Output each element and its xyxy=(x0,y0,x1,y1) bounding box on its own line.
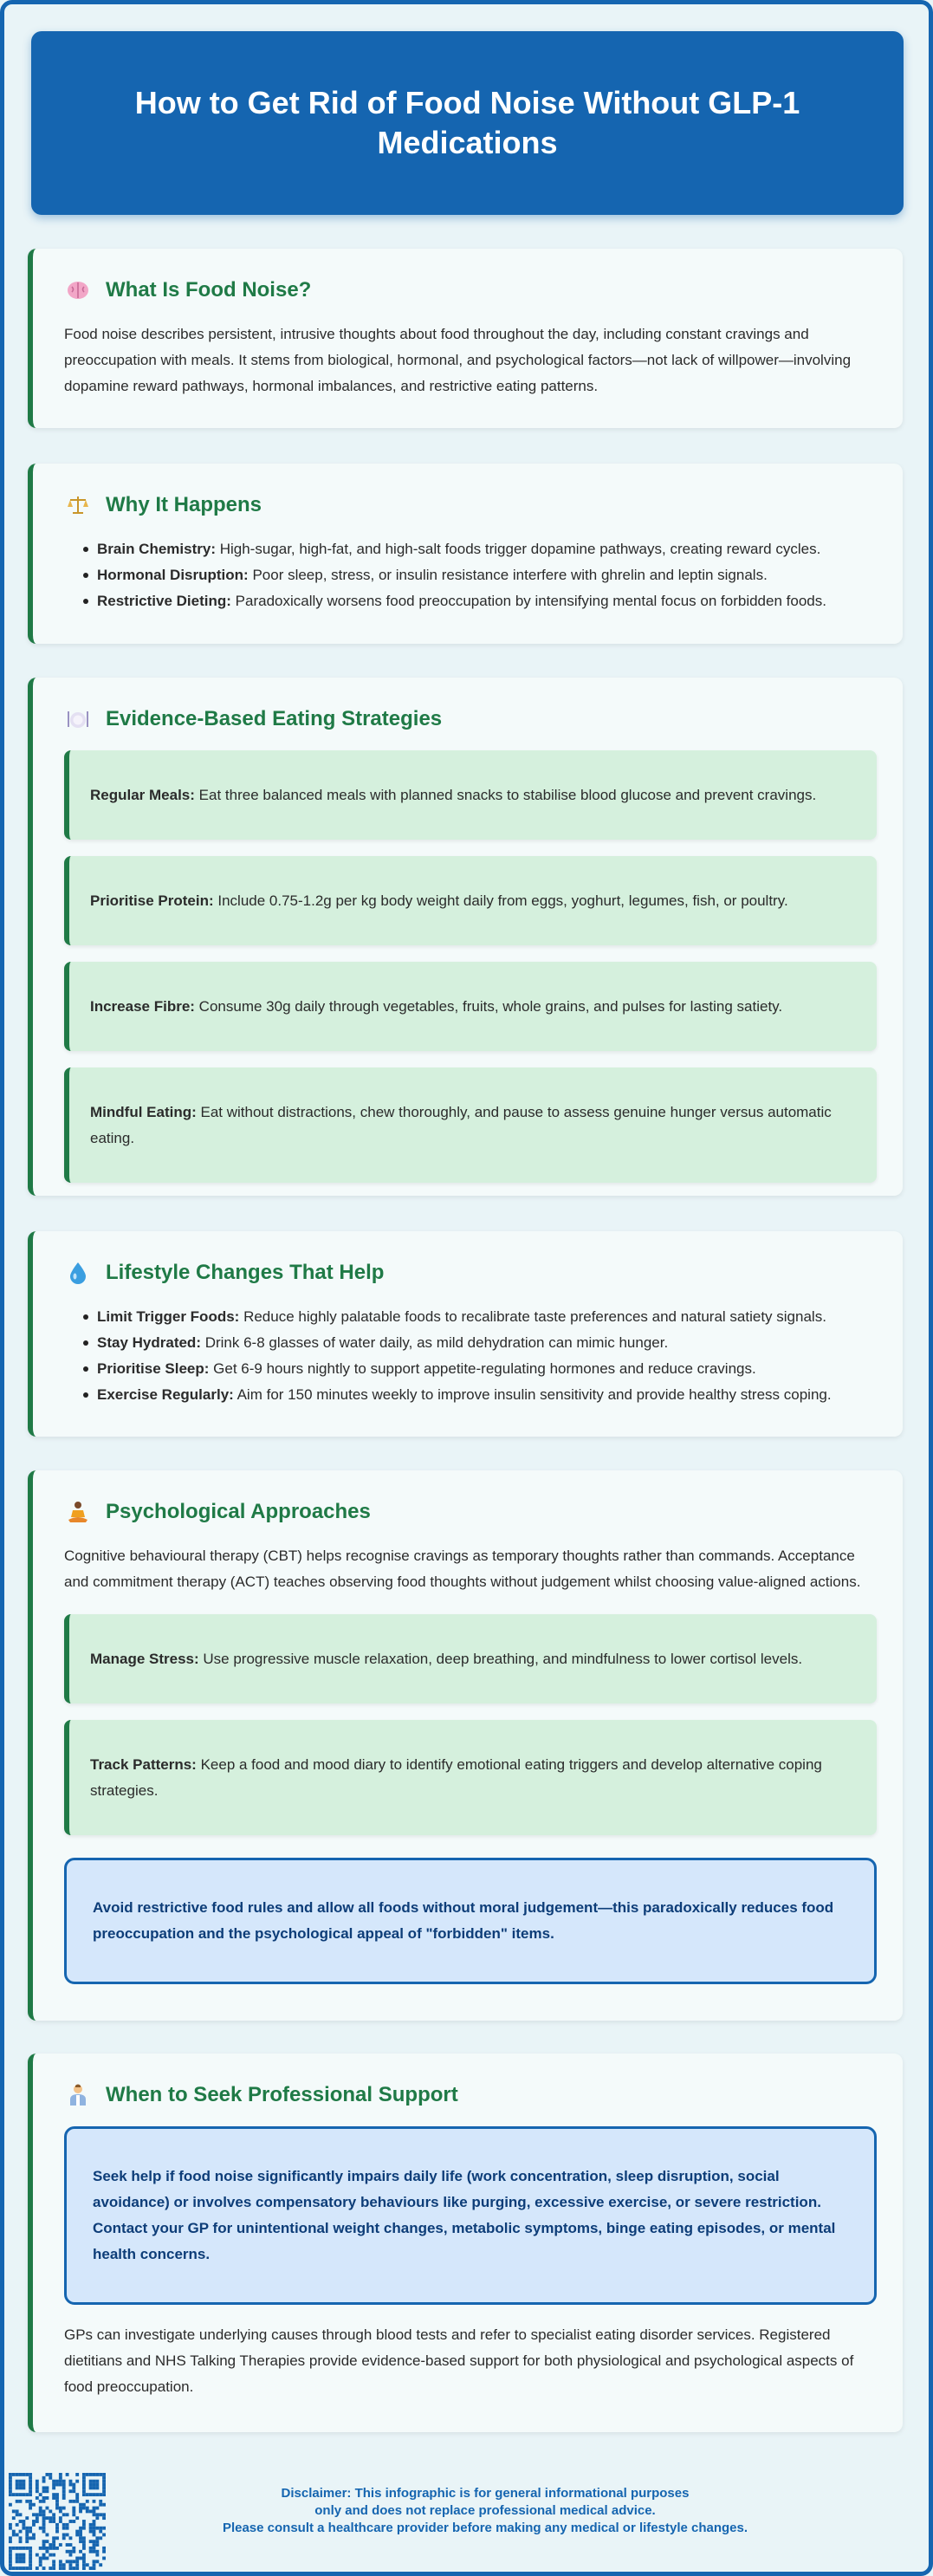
strategy-label: Manage Stress: xyxy=(90,1650,199,1667)
list-item xyxy=(83,588,877,614)
list-item xyxy=(83,1356,877,1382)
callout-box xyxy=(64,1858,877,1984)
health-worker-icon xyxy=(66,2083,90,2107)
list-item xyxy=(83,1382,877,1408)
section-heading xyxy=(64,1254,877,1292)
list-item xyxy=(83,562,877,588)
item-text: Drink 6-8 glasses of water daily, as mild dehydration can mimic hunger. xyxy=(200,1334,669,1351)
lifestyle-list xyxy=(64,1304,877,1408)
strategy-label: Mindful Eating: xyxy=(90,1103,197,1120)
strategy-text: Use progressive muscle relaxation, deep breathing, and mindfulness to lower cortisol levels. xyxy=(198,1650,803,1667)
section-heading-text: When to Seek Professional Support xyxy=(106,2083,458,2106)
item-text: High-sugar, high-fat, and high-salt foods trigger dopamine pathways, creating reward cycles. xyxy=(215,541,821,557)
item-label: Hormonal Disruption: xyxy=(97,567,249,583)
disclaimer xyxy=(139,2485,832,2537)
section-what-is-food-noise xyxy=(28,249,903,428)
disclaimer-text: This infographic is for general informational purposes xyxy=(351,2486,690,2501)
item-label: Prioritise Sleep: xyxy=(97,1360,210,1377)
qr-code xyxy=(9,2473,106,2570)
strategy-label: Increase Fibre: xyxy=(90,997,195,1015)
item-label: Stay Hydrated: xyxy=(97,1334,201,1351)
scales-icon xyxy=(66,493,90,517)
strategy-card xyxy=(64,750,877,840)
list-item xyxy=(83,1304,877,1330)
list-item xyxy=(83,1330,877,1356)
strategy-label: Track Patterns: xyxy=(90,1755,197,1773)
strategy-text: Eat without distractions, chew thoroughly, and pause to assess genuine hunger versus automatic eating. xyxy=(90,1103,832,1146)
item-text: Aim for 150 minutes weekly to improve insulin sensitivity and provide healthy stress coping. xyxy=(233,1386,832,1403)
water-drop-icon xyxy=(66,1261,90,1285)
plate-icon xyxy=(66,707,90,731)
meditation-icon xyxy=(66,1500,90,1524)
item-text: Reduce highly palatable foods to recalibrate taste preferences and natural satiety signals. xyxy=(239,1308,826,1325)
section-heading xyxy=(64,700,877,738)
section-heading-text: Evidence-Based Eating Strategies xyxy=(106,707,443,730)
section-lifestyle-changes xyxy=(28,1231,903,1437)
title-banner xyxy=(31,31,904,215)
item-label: Exercise Regularly: xyxy=(97,1386,234,1403)
section-body-text: Cognitive behavioural therapy (CBT) helps recognise cravings as temporary thoughts rather than commands. Acceptance and commitment therapy (ACT) teaches observing food thoughts without judgement whilst choosing value-aligned actions. xyxy=(64,1548,861,1590)
footer xyxy=(9,2464,924,2566)
disclaimer-text: only and does not replace professional medical advice. xyxy=(314,2503,656,2518)
item-text: Poor sleep, stress, or insulin resistance interfere with ghrelin and leptin signals. xyxy=(248,567,768,583)
item-text: Paradoxically worsens food preoccupation by intensifying mental focus on forbidden foods. xyxy=(230,593,826,609)
strategy-text: Eat three balanced meals with planned snacks to stabilise blood glucose and prevent cravings. xyxy=(194,786,817,803)
section-body-text: GPs can investigate underlying causes through blood tests and refer to specialist eating disorder services. Registered dietitians and NHS Talking Therapies provide evidence-based support for both physiological and psychological aspects of food preoccupation. xyxy=(64,2326,854,2395)
brain-icon xyxy=(66,278,90,302)
list-item xyxy=(83,536,877,562)
section-heading-text: Psychological Approaches xyxy=(106,1500,371,1523)
callout-box xyxy=(64,2126,877,2305)
strategy-card xyxy=(64,1614,877,1703)
strategy-card xyxy=(64,856,877,945)
section-heading-text: Why It Happens xyxy=(106,493,262,516)
item-label: Limit Trigger Foods: xyxy=(97,1308,240,1325)
why-list xyxy=(64,536,877,614)
callout-text: Avoid restrictive food rules and allow all foods without moral judgement—this paradoxically reduces food preoccupation and the psychological appeal of "forbidden" items. xyxy=(93,1899,834,1942)
strategy-text: Include 0.75-1.2g per kg body weight daily from eggs, yoghurt, legumes, fish, or poultry. xyxy=(213,892,788,909)
strategy-card xyxy=(64,962,877,1051)
strategy-text: Consume 30g daily through vegetables, fruits, whole grains, and pulses for lasting satiety. xyxy=(194,997,783,1015)
strategy-label: Regular Meals: xyxy=(90,786,195,803)
section-heading xyxy=(64,486,877,524)
item-label: Brain Chemistry: xyxy=(97,541,216,557)
disclaimer-text: Please consult a healthcare provider before making any medical or lifestyle changes. xyxy=(222,2521,748,2535)
section-heading-text: Lifestyle Changes That Help xyxy=(106,1261,385,1284)
strategy-card xyxy=(64,1720,877,1835)
section-body-text: Food noise describes persistent, intrusive thoughts about food throughout the day, including constant cravings and preoccupation with meals. It stems from biological, hormonal, and psychological factors—not lack of willpower—involving dopamine reward pathways, hormonal imbalances, and restrictive eating patterns. xyxy=(64,326,852,394)
section-heading-text: What Is Food Noise? xyxy=(106,278,312,302)
section-heading xyxy=(64,271,877,309)
section-psychological-approaches xyxy=(28,1470,903,2021)
section-professional-support xyxy=(28,2054,903,2432)
callout-text: Seek help if food noise significantly impairs daily life (work concentration, sleep disruption, social avoidance) or involves compensatory behaviours like purging, excessive exercise, or severe restriction. Contact your GP for unintentional weight changes, metabolic symptoms, binge eating episodes, or mental health concerns. xyxy=(93,2168,836,2262)
disclaimer-label: Disclaimer: xyxy=(281,2486,352,2501)
section-eating-strategies xyxy=(28,678,903,1196)
section-heading xyxy=(64,1493,877,1531)
page-title: How to Get Rid of Food Noise Without GLP-1 Medications xyxy=(134,85,800,160)
item-text: Get 6-9 hours nightly to support appetite-regulating hormones and reduce cravings. xyxy=(209,1360,756,1377)
strategy-card xyxy=(64,1067,877,1183)
strategy-label: Prioritise Protein: xyxy=(90,892,214,909)
strategy-text: Keep a food and mood diary to identify emotional eating triggers and develop alternative coping strategies. xyxy=(90,1755,822,1799)
item-label: Restrictive Dieting: xyxy=(97,593,231,609)
section-why-it-happens xyxy=(28,464,903,644)
section-heading xyxy=(64,2076,877,2114)
